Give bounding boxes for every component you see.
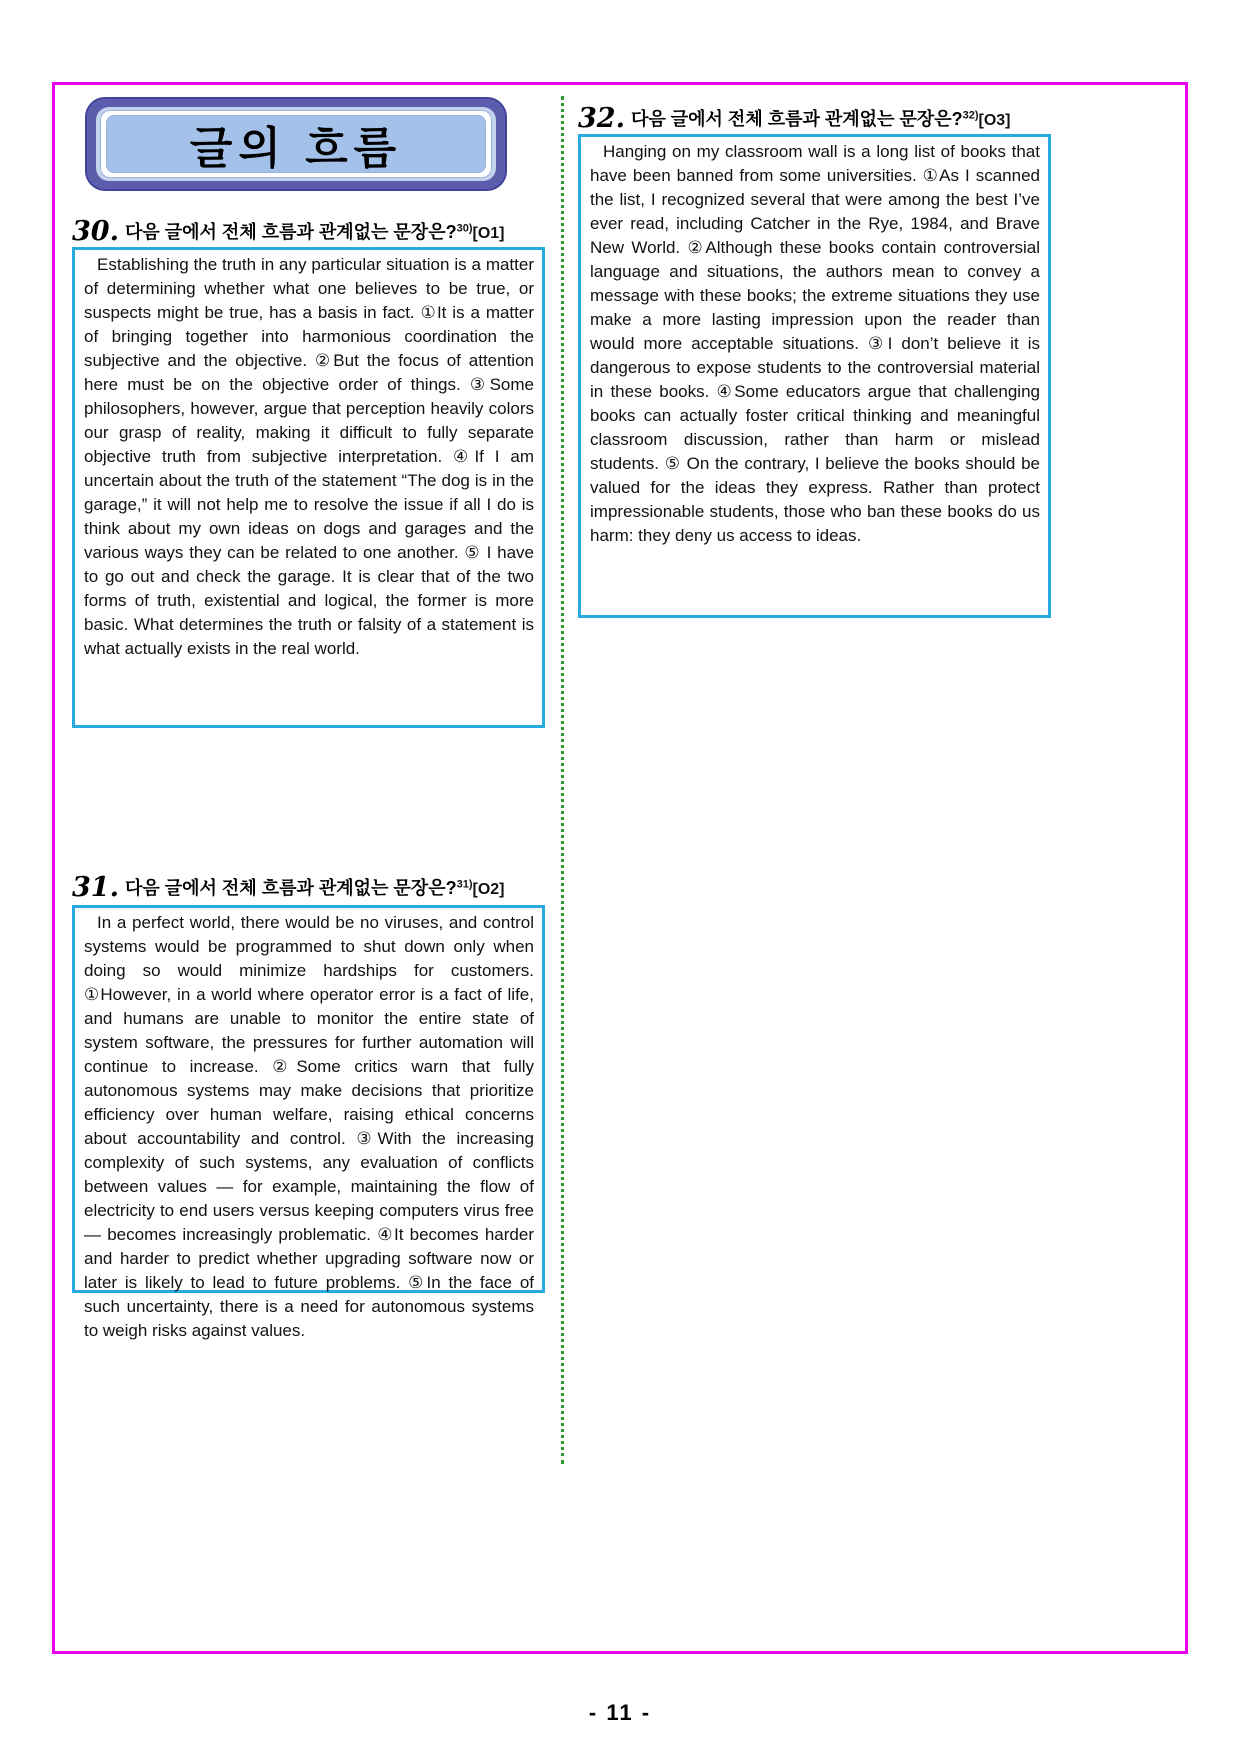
question-32-number: 32.: [578, 103, 625, 134]
title-banner-ring-inner: [100, 110, 492, 178]
question-30-prompt: 다음 글에서 전체 흐름과 관계없는 문장은?: [124, 222, 457, 242]
question-30-header: [72, 216, 545, 247]
page-number: - 11 -: [588, 1700, 652, 1725]
question-31-footnote-marker: 31): [456, 878, 473, 891]
question-32-passage-text: Hanging on my classroom wall is a long list of books that have been banned from some universities. ①As I scanned the list, I recognized several that were among the best I’ve ever read, including Catcher in the Rye, 1984, and Brave New World. ②Although these books contain controversial language and situations, the authors mean to convey a message with these books; the extreme situations they use make a more lasting impression upon the reader than would more acceptable situations. ③I don’t believe it is dangerous to expose students to the controversial material in these books. ④Some educators argue that challenging books can actually foster critical thinking and meaningful classroom discussion, rather than harm or mislead students. ⑤ On the contrary, I believe the books should be valued for the ideas they express. Rather than protect impressionable students, those who ban these books do us harm: they deny us access to ideas.: [590, 142, 1040, 545]
question-31-passage-box: [72, 905, 545, 1340]
title-banner-ring: [96, 107, 496, 181]
question-32-header: [578, 103, 1051, 134]
question-32-footnote-marker: 32): [962, 109, 979, 122]
question-31-prompt: 다음 글에서 전체 흐름과 관계없는 문장은?: [124, 878, 457, 898]
question-30-passage-box: [72, 247, 545, 728]
question-30-passage-text: Establishing the truth in any particular situation is a matter of determining whether what one believes to be true, or suspects might be true, has a basis in fact. ①It is a matter of bringing together into harmonious coordination the subjective and the objective. ②But the focus of attention here must be on the objective order of things. ③Some philosophers, however, argue that perception heavily colors our grasp of reality, making it difficult to fully separate objective truth from subjective interpretation. ④If I am uncertain about the truth of the statement “The dog is in the garage,” it will not help me to resolve the issue if all I do is think about my own ideas on dogs and garages and the various ways they can be related to one another. ⑤ I have to go out and check the garage. It is clear that of the two forms of truth, existential and logical, the former is more basic. What determines the truth or falsity of a statement is what actually exists in the real world.: [84, 255, 534, 658]
section-title: 글의 흐름: [189, 124, 403, 173]
question-31-header: [72, 872, 545, 903]
question-31-passage-text: In a perfect world, there would be no viruses, and control systems would be programmed to shut down only when doing so would minimize hardships for customers. ①However, in a world where operator error is a fact of life, and humans are unable to monitor the entire state of system software, the pressures for further automation will continue to increase. ②Some critics warn that fully autonomous systems may make decisions that prioritize efficiency over human welfare, raising ethical concerns about accountability and control. ③With the increasing complexity of such systems, any evaluation of conflicts between values — for example, maintaining the flow of electricity to end users versus keeping computers virus free — becomes increasingly problematic. ④It becomes harder and harder to predict whether upgrading software now or later is likely to lead to future problems. ⑤In the face of such uncertainty, there is a need for autonomous systems to weigh risks against values.: [84, 913, 534, 1340]
question-30-footnote-marker: 30): [456, 222, 473, 235]
question-31-number: 31.: [72, 872, 119, 903]
question-32-passage-box: [578, 134, 1051, 618]
column-divider: [561, 96, 564, 1464]
section-title-banner: [85, 97, 507, 191]
question-32-prompt: 다음 글에서 전체 흐름과 관계없는 문장은?: [630, 109, 963, 129]
question-30-number: 30.: [72, 216, 119, 247]
question-31-tag: [O2]: [472, 881, 505, 898]
title-banner-fill: [106, 115, 486, 173]
question-32-tag: [O3]: [978, 112, 1011, 129]
question-30-tag: [O1]: [472, 225, 505, 242]
